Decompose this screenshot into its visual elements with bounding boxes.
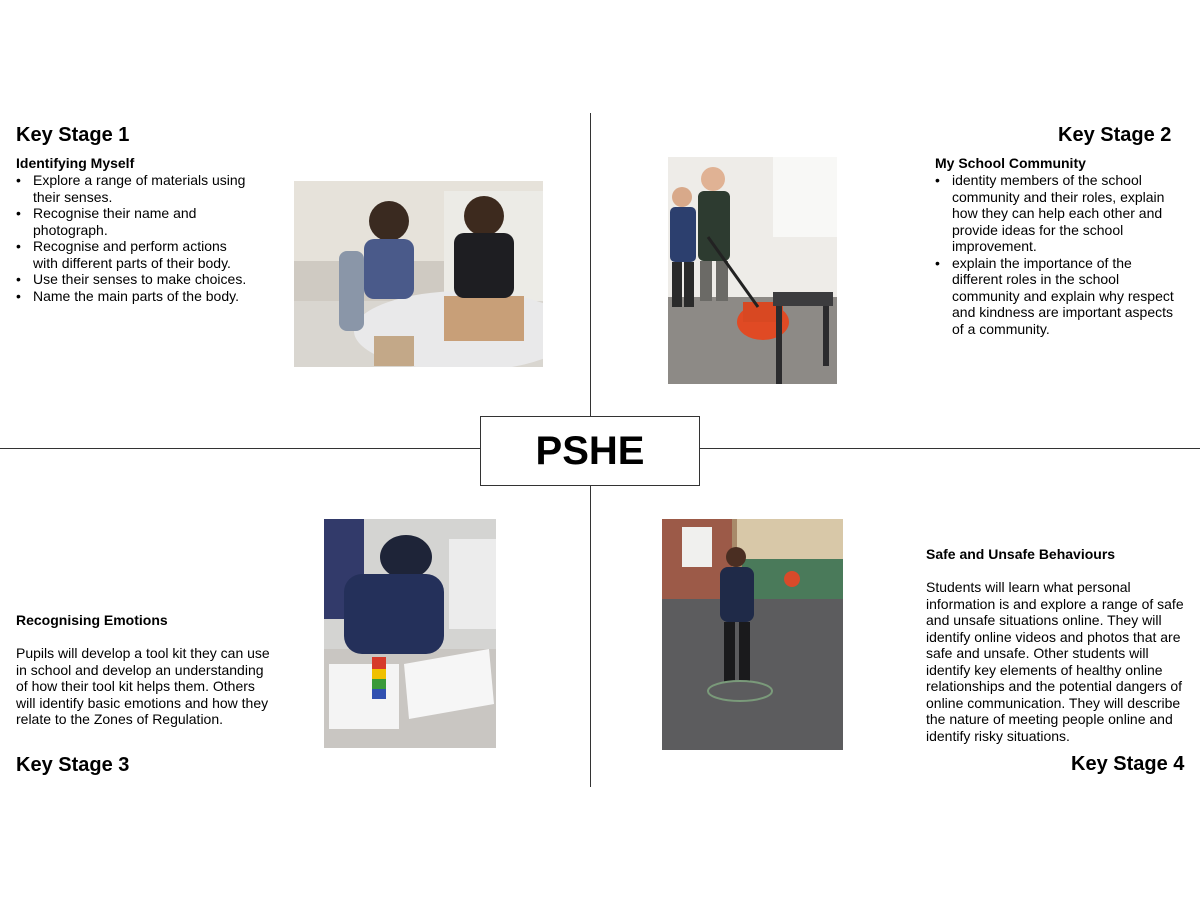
ks2-stage-heading: Key Stage 2 (1058, 124, 1172, 146)
center-title-box (480, 416, 700, 486)
ks1-bullet-list (16, 172, 251, 304)
list-item: • Name the main parts of the body. (16, 288, 251, 305)
ks3-photo (324, 519, 496, 748)
list-item: • identity members of the school community and their roles, explain how they can help each other and provide ideas for the school improvement. (935, 172, 1185, 255)
ks3-subtitle: Recognising Emotions (16, 612, 168, 628)
ks2-photo (668, 157, 837, 384)
ks3-stage-heading: Key Stage 3 (16, 754, 130, 776)
list-item: • Recognise and perform actions with different parts of their body. (16, 238, 251, 271)
list-item: • Explore a range of materials using their senses. (16, 172, 251, 205)
ks1-subtitle: Identifying Myself (16, 155, 135, 171)
ks3-description: Pupils will develop a tool kit they can use in school and develop an understanding of how their tool kit helps them. Others will identify basic emotions and how they relate to the Zones of Regulation. (16, 645, 270, 727)
ks4-description: Students will learn what personal information is and explore a range of safe and unsafe situations online. They will identify online videos and photos that are safe and unsafe. Other students will identify key elements of healthy online relationships and the potential dangers of online communication. They will describe the nature of meeting people online and identify risky situations. (926, 579, 1184, 744)
list-item: • Recognise their name and photograph. (16, 205, 251, 238)
ks2-subtitle: My School Community (935, 155, 1086, 171)
ks4-subtitle: Safe and Unsafe Behaviours (926, 546, 1116, 562)
ks1-stage-heading: Key Stage 1 (16, 124, 130, 146)
ks4-photo (662, 519, 843, 750)
center-title: PSHE (535, 428, 645, 473)
ks2-bullet-list (935, 172, 1185, 337)
ks4-stage-heading: Key Stage 4 (1071, 753, 1185, 775)
list-item: • Use their senses to make choices. (16, 271, 251, 288)
list-item: • explain the importance of the different roles in the school community and explain why respect and kindness are important aspects of a community. (935, 255, 1185, 338)
ks1-photo (294, 181, 543, 367)
